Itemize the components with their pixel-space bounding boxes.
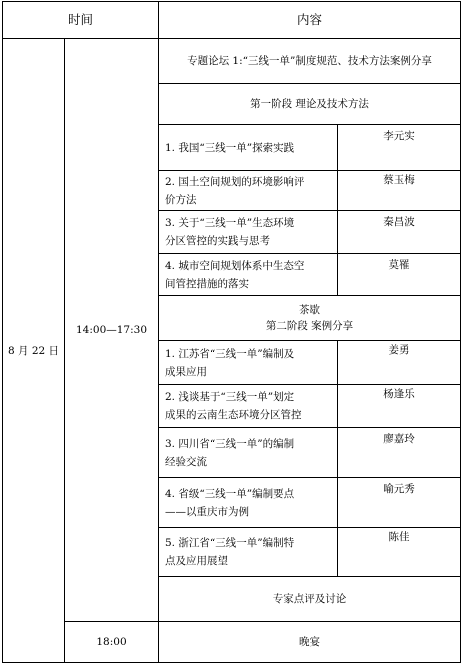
stage2-topic: 1. 江苏省“三线一单”编制及 成果应用 bbox=[165, 347, 295, 378]
date-cell: 8 月 22 日 bbox=[7, 344, 60, 357]
stage1-speaker: 李元实 bbox=[383, 130, 415, 142]
stage2-speaker: 陈佳 bbox=[388, 531, 410, 543]
stage2-speaker: 杨逢乐 bbox=[383, 388, 415, 400]
break-stage2-block bbox=[159, 296, 460, 340]
stage1-topic: 3. 关于“三线一单”生态环境 分区管控的实践与思考 bbox=[165, 217, 295, 247]
stage1-topic: 1. 我国“三线一单”探索实践 bbox=[165, 141, 295, 154]
stage2-speaker: 姜勇 bbox=[388, 344, 410, 356]
stage1-speaker: 蔡玉梅 bbox=[383, 174, 415, 186]
rule bbox=[2, 662, 461, 663]
stage2-speaker: 喻元秀 bbox=[383, 483, 415, 495]
session-time: 14:00—17:30 bbox=[75, 324, 148, 336]
stage2-topic: 3. 四川省“三线一单”的编制 经验交流 bbox=[165, 437, 295, 468]
rule bbox=[460, 1, 461, 663]
forum-title: 专题论坛 1:“三线一单”制度规范、技术方法案例分享 bbox=[187, 55, 432, 67]
stage2-title: 第二阶段 案例分享 bbox=[265, 320, 354, 332]
stage1-topic: 2. 国土空间规划的环境影响评 价方法 bbox=[165, 175, 305, 206]
stage2-topic: 4. 省级“三线一单”编制要点 ——以重庆市为例 bbox=[165, 487, 295, 518]
stage2-topic: 2. 浅谈基于“三线一单”划定 成果的云南生态环境分区管控 bbox=[165, 391, 302, 421]
dinner-time: 18:00 bbox=[96, 636, 127, 648]
review-label: 专家点评及讨论 bbox=[272, 593, 347, 605]
header-content: 内容 bbox=[296, 12, 322, 27]
stage2-topic: 5. 浙江省“三线一单”编制特 点及应用展望 bbox=[165, 537, 295, 567]
stage2-speaker: 廖嘉玲 bbox=[383, 433, 415, 445]
header-time: 时间 bbox=[67, 12, 93, 27]
stage1-speaker: 秦昌波 bbox=[383, 216, 415, 228]
stage1-topic: 4. 城市空间规划体系中生态空 间管控措施的落实 bbox=[165, 259, 305, 290]
dinner-label: 晚宴 bbox=[299, 636, 320, 648]
break-label: 茶歇 bbox=[299, 304, 320, 316]
stage1-title: 第一阶段 理论及技术方法 bbox=[250, 98, 369, 110]
stage1-speaker: 莫罹 bbox=[388, 259, 410, 271]
